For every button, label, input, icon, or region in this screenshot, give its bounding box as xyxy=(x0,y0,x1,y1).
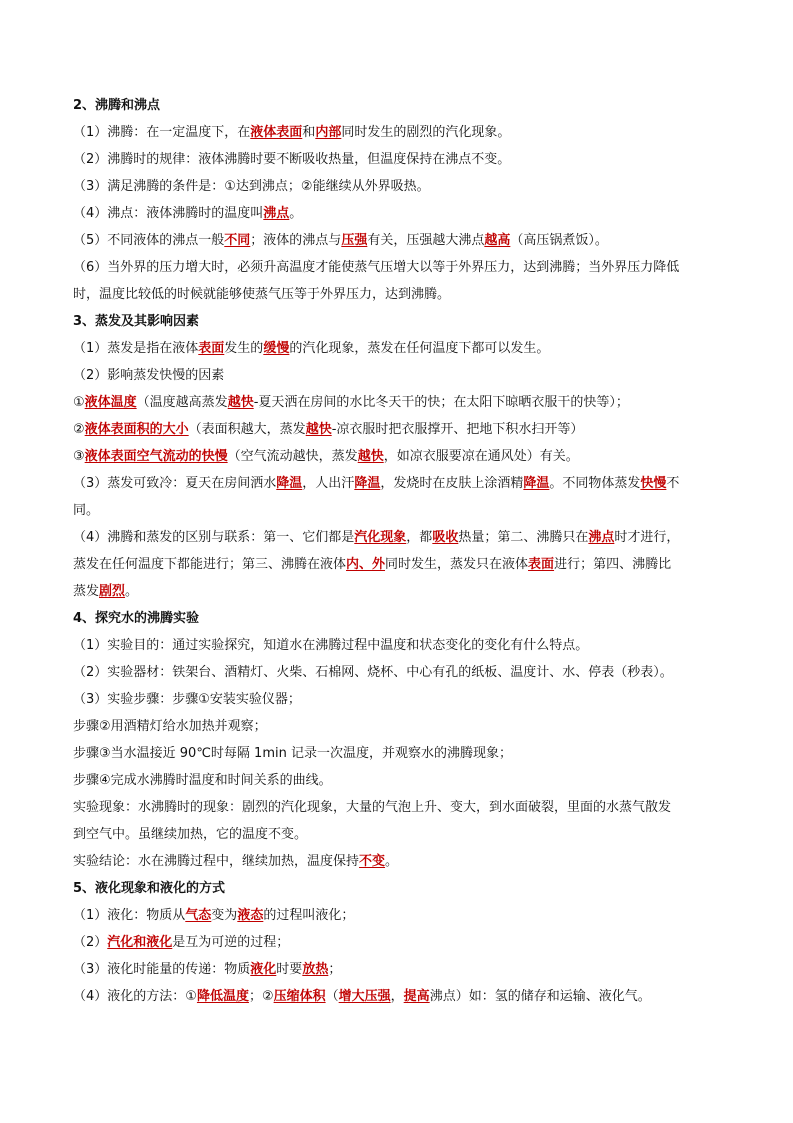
keyword: 不同 xyxy=(224,233,251,248)
text-run: -夏天洒在房间的水比冬天干的快；在太阳下晾晒衣服干的快等）； xyxy=(253,395,629,410)
section-heading: 5、液化现象和液化的方式 xyxy=(73,881,226,896)
text-run: ① xyxy=(73,395,85,410)
text-line xyxy=(73,389,733,416)
text-line xyxy=(73,983,733,1010)
text-run: 同时发生，蒸发只在液体 xyxy=(385,557,529,572)
keyword: 提高 xyxy=(403,989,430,1004)
section-heading: 4、探究水的沸腾实验 xyxy=(73,611,200,626)
keyword: 内部 xyxy=(315,125,342,140)
text-line xyxy=(73,740,733,767)
text-run: （温度越高蒸发 xyxy=(136,395,228,410)
text-run: （3）实验步骤：步骤①安装实验仪器； xyxy=(73,692,301,707)
text-run: （2）影响蒸发快慢的因素 xyxy=(73,368,225,383)
text-run: 变为 xyxy=(211,908,238,923)
text-run: 。 xyxy=(289,206,303,221)
text-run: （1）液化：物质从 xyxy=(73,908,186,923)
text-run: 发生的 xyxy=(224,341,264,356)
text-run: ； xyxy=(328,962,342,977)
text-run: （1）蒸发是指在液体 xyxy=(73,341,199,356)
text-run: 蒸发在任何温度下都能进行；第三、沸腾在液体 xyxy=(73,557,347,572)
text-line xyxy=(73,956,733,983)
text-run: ，人出汗 xyxy=(302,476,355,491)
keyword: 液体表面 xyxy=(250,125,303,140)
text-run: 时才进行， xyxy=(614,530,680,545)
text-run: 的汽化现象，蒸发在任何温度下都可以发生。 xyxy=(289,341,550,356)
text-run: 步骤④完成水沸腾时温度和时间关系的曲线。 xyxy=(73,773,332,788)
keyword: 液体温度 xyxy=(84,395,137,410)
text-line xyxy=(73,821,733,848)
text-run: ；液体的沸点与 xyxy=(250,233,342,248)
text-run: ，都 xyxy=(406,530,433,545)
text-run: （2）沸腾时的规律：液体沸腾时要不断吸收热量，但温度保持在沸点不变。 xyxy=(73,152,511,167)
text-run: （3）液化时能量的传递：物质 xyxy=(73,962,251,977)
text-run: 时要 xyxy=(276,962,303,977)
keyword: 压强 xyxy=(341,233,368,248)
text-line xyxy=(73,227,733,254)
text-line xyxy=(73,416,733,443)
text-line xyxy=(73,686,733,713)
text-run: （5）不同液体的沸点一般 xyxy=(73,233,225,248)
text-run: ，如凉衣服要凉在通风处）有关。 xyxy=(383,449,579,464)
text-run: 。 xyxy=(385,854,399,869)
text-run: （3）蒸发可致冷：夏天在房间洒水 xyxy=(73,476,277,491)
text-line xyxy=(73,578,733,605)
text-line xyxy=(73,173,733,200)
text-run: （ xyxy=(325,989,339,1004)
text-run: （4）液化的方法：① xyxy=(73,989,197,1004)
text-line xyxy=(73,119,733,146)
text-run: （1）实验目的：通过实验探究，知道水在沸腾过程中温度和状态变化的变化有什么特点。 xyxy=(73,638,589,653)
text-run: （表面积越大，蒸发 xyxy=(188,422,306,437)
text-line xyxy=(73,929,733,956)
keyword: 放热 xyxy=(302,962,329,977)
text-line xyxy=(73,335,733,362)
text-line xyxy=(73,551,733,578)
keyword: 沸点 xyxy=(263,206,290,221)
text-run: 和 xyxy=(302,125,316,140)
text-line xyxy=(73,524,733,551)
text-run: 。不同物体蒸发 xyxy=(549,476,641,491)
keyword: 表面 xyxy=(198,341,225,356)
text-run: ；② xyxy=(248,989,274,1004)
text-run: （3）满足沸腾的条件是：①达到沸点；②能继续从外界吸热。 xyxy=(73,179,430,194)
text-run: （2）实验器材：铁架台、酒精灯、火柴、石棉网、烧杯、中心有孔的纸板、温度计、水、停表（秒表）。 xyxy=(73,665,673,680)
document-page xyxy=(73,92,733,1010)
keyword: 降温 xyxy=(523,476,550,491)
text-run: ，发烧时在皮肤上涂酒精 xyxy=(380,476,524,491)
keyword: 液体表面积的大小 xyxy=(84,422,189,437)
text-run: （2） xyxy=(73,935,108,950)
keyword: 吸收 xyxy=(432,530,459,545)
text-line xyxy=(73,146,733,173)
keyword: 内、外 xyxy=(346,557,386,572)
text-line xyxy=(73,902,733,929)
keyword: 汽化和液化 xyxy=(107,935,173,950)
text-run: 同。 xyxy=(73,503,100,518)
text-run: 有关，压强越大沸点 xyxy=(367,233,485,248)
keyword: 越高 xyxy=(484,233,511,248)
text-run: 热量；第二、沸腾只在 xyxy=(458,530,589,545)
text-run: 进行；第四、沸腾比 xyxy=(554,557,672,572)
text-run: 沸点）如：氢的储存和运输、液化气。 xyxy=(429,989,651,1004)
text-line xyxy=(73,443,733,470)
text-run: 不 xyxy=(666,476,680,491)
keyword: 沸点 xyxy=(588,530,615,545)
text-line xyxy=(73,362,733,389)
keyword: 缓慢 xyxy=(263,341,290,356)
text-run: 同时发生的剧烈的汽化现象。 xyxy=(341,125,511,140)
text-line xyxy=(73,794,733,821)
keyword: 液体表面空气流动的快慢 xyxy=(84,449,228,464)
text-line xyxy=(73,767,733,794)
text-run: 的过程叫液化； xyxy=(263,908,355,923)
text-run: （6）当外界的压力增大时，必须升高温度才能使蒸气压增大以等于外界压力，达到沸腾；当外界压力降低 xyxy=(73,260,680,275)
text-run: 步骤②用酒精灯给水加热并观察； xyxy=(73,719,267,734)
keyword: 越快 xyxy=(357,449,384,464)
text-run: ② xyxy=(73,422,85,437)
keyword: 液态 xyxy=(237,908,264,923)
text-line xyxy=(73,713,733,740)
text-line xyxy=(73,659,733,686)
text-line xyxy=(73,632,733,659)
keyword: 增大压强 xyxy=(338,989,391,1004)
text-line xyxy=(73,497,733,524)
text-run: ， xyxy=(390,989,404,1004)
text-line xyxy=(73,281,733,308)
text-run: （4）沸腾和蒸发的区别与联系：第一、它们都是 xyxy=(73,530,355,545)
text-run: -凉衣服时把衣服撑开、把地下积水扫开等） xyxy=(331,422,584,437)
keyword: 液化 xyxy=(250,962,277,977)
section-heading: 3、蒸发及其影响因素 xyxy=(73,314,200,329)
keyword: 压缩体积 xyxy=(273,989,326,1004)
text-line xyxy=(73,254,733,281)
text-line xyxy=(73,848,733,875)
text-run: 实验结论：水在沸腾过程中，继续加热，温度保持 xyxy=(73,854,360,869)
keyword: 气态 xyxy=(185,908,212,923)
text-run: （空气流动越快，蒸发 xyxy=(227,449,358,464)
keyword: 不变 xyxy=(359,854,386,869)
text-run: 蒸发 xyxy=(73,584,100,599)
keyword: 越快 xyxy=(305,422,332,437)
keyword: 越快 xyxy=(227,395,254,410)
text-run: 到空气中。虽继续加热，它的温度不变。 xyxy=(73,827,308,842)
text-line xyxy=(73,200,733,227)
text-run: 时，温度比较低的时候就能够使蒸气压等于外界压力，达到沸腾。 xyxy=(73,287,451,302)
text-line xyxy=(73,470,733,497)
text-run: （4）沸点：液体沸腾时的温度叫 xyxy=(73,206,264,221)
text-run: 实验现象：水沸腾时的现象：剧烈的汽化现象，大量的气泡上升、变大，到水面破裂，里面的水蒸气散发 xyxy=(73,800,672,815)
keyword: 表面 xyxy=(528,557,555,572)
section-heading: 2、沸腾和沸点 xyxy=(73,98,161,113)
text-run: （高压锅煮饭）。 xyxy=(510,233,608,248)
keyword: 降低温度 xyxy=(196,989,249,1004)
text-run: ③ xyxy=(73,449,85,464)
keyword: 汽化现象 xyxy=(354,530,407,545)
keyword: 降温 xyxy=(354,476,381,491)
keyword: 快慢 xyxy=(640,476,667,491)
keyword: 降温 xyxy=(276,476,303,491)
text-run: （1）沸腾：在一定温度下，在 xyxy=(73,125,251,140)
text-run: 。 xyxy=(125,584,139,599)
keyword: 剧烈 xyxy=(99,584,126,599)
text-run: 步骤③当水温接近 90℃时每隔 1min 记录一次温度，并观察水的沸腾现象； xyxy=(73,746,512,761)
text-run: 是互为可逆的过程； xyxy=(172,935,290,950)
